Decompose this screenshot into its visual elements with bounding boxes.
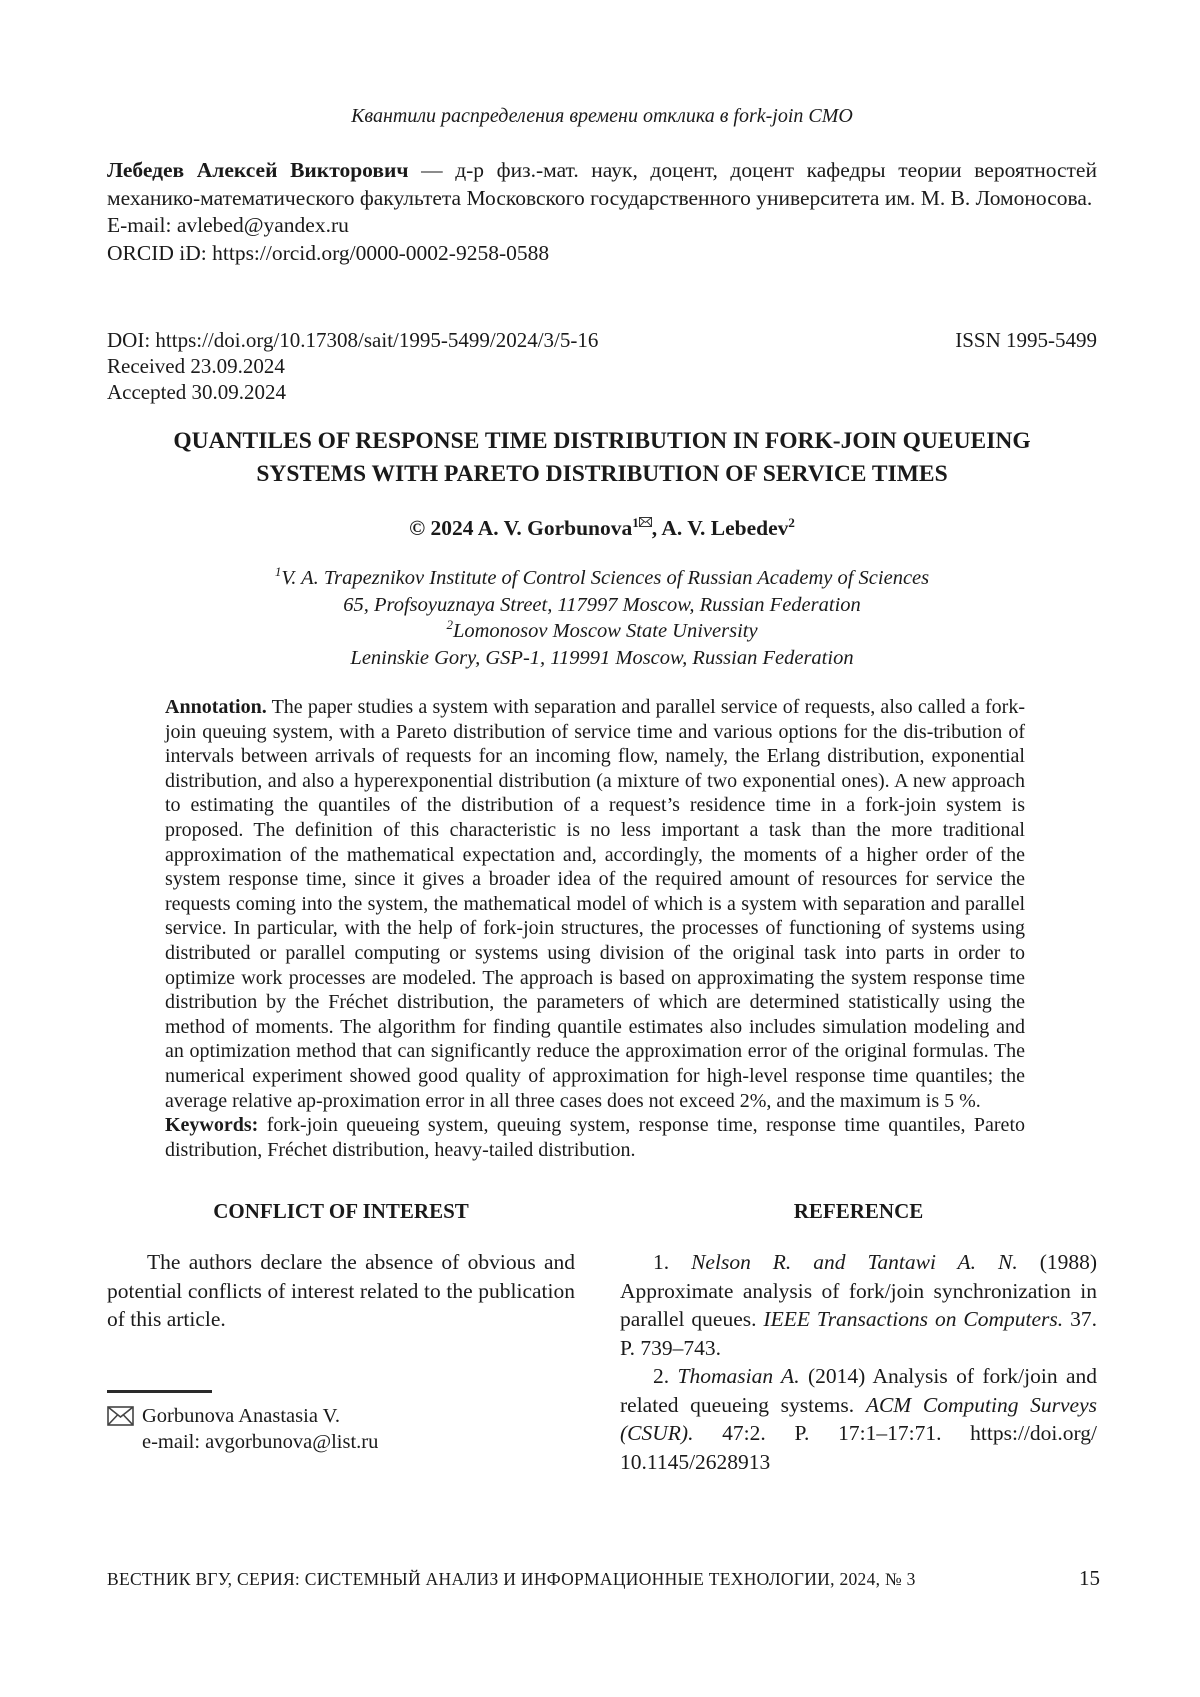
footnote-rule — [107, 1390, 212, 1393]
copyright-middle: , A. V. Lebedev — [651, 516, 789, 540]
received-date: Received 23.09.2024 — [107, 354, 285, 378]
article-title — [107, 425, 1097, 491]
reference-item: 1. Nelson R. and Tantawi A. N. (1988) Approximate analysis of fork/join synchronization in parallel queues. IEEE Transactions on Computers. 37. P. 739–743. — [620, 1250, 1098, 1360]
reference-authors: Nelson R. and Tantawi A. N. — [691, 1250, 1018, 1275]
journal-footer-line: ВЕСТНИК ВГУ, СЕРИЯ: СИСТЕМНЫЙ АНАЛИЗ И ИНФОРМАЦИОННЫЕ ТЕХНОЛОГИИ, 2024, № 3 — [107, 1569, 916, 1589]
affiliation-line: $^1$V. A. Trapeznikov Institute of Control Sciences of Russian Academy of Sciences — [274, 564, 930, 589]
article-meta — [107, 327, 1097, 405]
abstract-block — [165, 695, 1025, 1162]
conflict-body: The authors declare the absence of obvious and potential conflicts of interest related to the publication of this article. — [107, 1250, 575, 1332]
author-name: Лебедев Алексей Викторович — [107, 158, 409, 182]
doi-line: DOI: https://doi.org/10.17308/sait/1995-5499/2024/3/5-16 — [107, 328, 599, 352]
keywords-text: fork-join queueing system, queuing system, response time, response time quantiles, Pareto distribution, Fréchet distribution, heavy-tailed distribution. — [165, 1114, 1025, 1161]
author-email: E-mail: avlebed@yandex.ru — [107, 213, 349, 237]
copyright-line — [107, 515, 1097, 541]
page-footer — [107, 1566, 1100, 1591]
corresponding-author-note — [107, 1390, 575, 1455]
annotation-paragraph — [165, 695, 1025, 1113]
corresponding-author-name: Gorbunova Anastasia V. — [142, 1404, 340, 1427]
keywords-label: Keywords: — [165, 1114, 259, 1137]
reference-source: IEEE Transactions on Computers. — [763, 1307, 1064, 1332]
corresponding-author-envelope-icon — [639, 517, 652, 527]
conflict-of-interest-section — [107, 1198, 575, 1476]
reference-authors: Thomasian A. — [677, 1364, 800, 1389]
envelope-icon — [107, 1406, 134, 1426]
author1-superscript: 1 — [632, 514, 639, 530]
reference-section — [620, 1198, 1097, 1476]
corresponding-author-email: e-mail: avgorbunova@list.ru — [142, 1430, 379, 1453]
issn-label: ISSN 1995-5499 — [955, 328, 1097, 352]
affiliation-line: $^2$Lomonosov Moscow State University — [446, 617, 758, 642]
keywords-paragraph — [165, 1113, 1025, 1162]
author-bio-text: — д-р физ.-мат. наук, доцент, доцент кафедры теории вероятностей механико-математического факультета Московского государственного университета им. М. В. Ломоносова. — [107, 158, 1097, 210]
affiliation-line: Leninskie Gory, GSP-1, 119991 Moscow, Russian Federation — [350, 646, 854, 669]
reference-source: ACM Computing Surveys (CSUR). — [620, 1392, 1097, 1446]
accepted-date: Accepted 30.09.2024 — [107, 380, 287, 404]
article-title-line1: QUANTILES OF RESPONSE TIME DISTRIBUTION IN FORK-JOIN QUEUEING — [173, 428, 1031, 454]
reference-item: 2. Thomasian A. (2014) Analysis of fork/join and related queueing systems. ACM Computing Surveys (CSUR). 47:2. P. 17:1–17:71. https://doi.org/ 10.1145/2628913 — [620, 1364, 1098, 1474]
copyright-prefix: © 2024 A. V. Gorbunova — [409, 516, 633, 540]
page-number: 15 — [1079, 1566, 1100, 1590]
annotation-text: The paper studies a system with separation and parallel service of requests, also called a fork-join queuing system, with a Pareto distribution of service time and various options for the dis-tribution of intervals between arrivals of requests for an incoming flow, namely, the Erlang distribution, exponential distribution, and also a hyperexponential distribution (a mixture of two exponential ones). A new approach to estimating the quantiles of the distribution of a request’s residence time in a fork-join system is proposed. The definition of this characteristic is no less important a task than the more traditional approximation of the mathematical expectation and, accordingly, the moments of a higher order of the system response time, since it gives a broader idea of the required amount of resources for service the requests coming into the system, the mathematical model of which is a system with separation and parallel service. In particular, with the help of fork-join structures, the processes of functioning of systems using distributed or parallel computing or systems using division of the original task into parts in order to optimize work processes are modeled. The approach is based on approximating the system response time distribution by the Fréchet distribution, the parameters of which are determined statistically using the method of moments. The algorithm for finding quantile estimates also includes simulation modeling and an optimization method that can significantly reduce the approximation error of the original formulas. The numerical experiment showed good quality of approximation for high-level response time quantiles; the average relative ap-proximation error in all three cases does not exceed 2%, and the maximum is 5 %. — [165, 696, 1025, 1112]
annotation-label: Annotation. — [165, 696, 267, 718]
running-head: Квантили распределения времени отклика в fork-join СМО — [351, 105, 853, 127]
two-column-section — [107, 1198, 1097, 1476]
affiliation-line: 65, Profsoyuznaya Street, 117997 Moscow, Russian Federation — [343, 593, 861, 616]
affiliations — [107, 565, 1097, 671]
reference-heading: REFERENCE — [793, 1199, 924, 1224]
author-bio — [107, 157, 1097, 212]
conflict-heading: CONFLICT OF INTEREST — [213, 1199, 469, 1224]
author2-superscript: 2 — [788, 514, 795, 530]
article-title-line2: SYSTEMS WITH PARETO DISTRIBUTION OF SERVICE TIMES — [256, 461, 948, 487]
author-orcid: ORCID iD: https://orcid.org/0000-0002-9258-0588 — [107, 240, 550, 265]
